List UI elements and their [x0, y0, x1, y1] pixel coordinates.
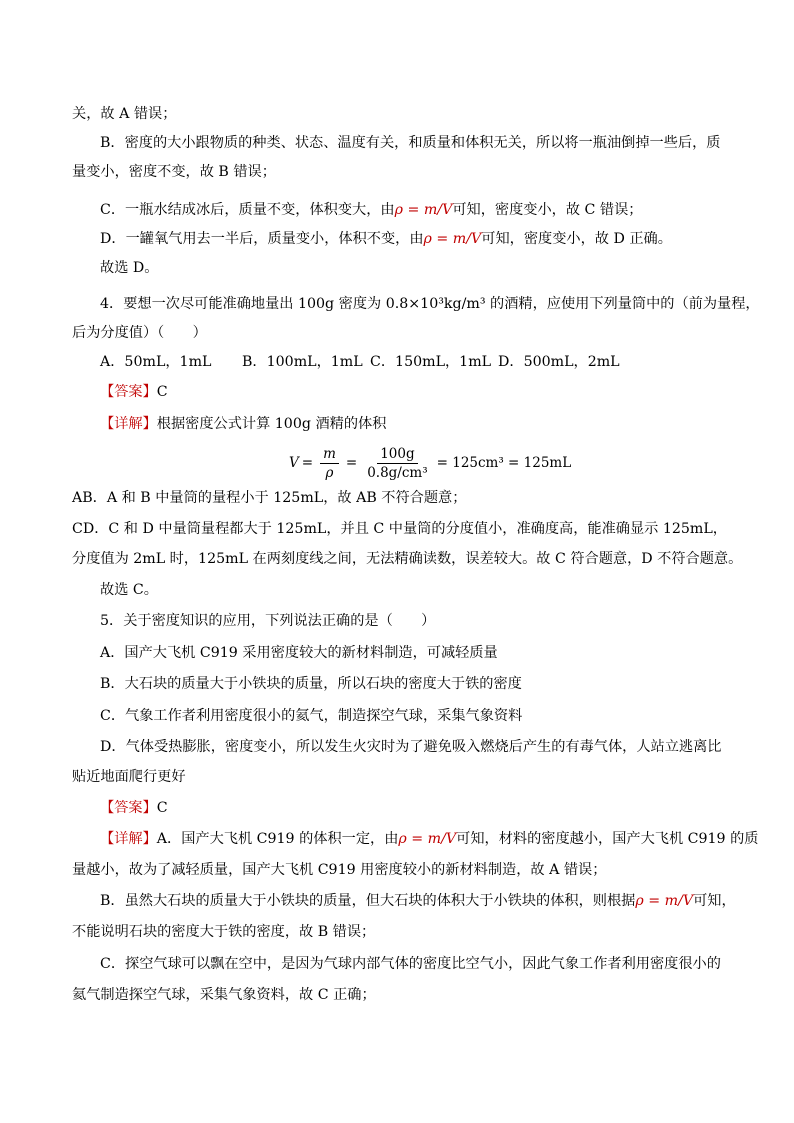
text-line [100, 229, 672, 249]
detail-text: A．国产大飞机 C919 的体积一定，由 [156, 831, 399, 847]
question-4-options [100, 352, 620, 372]
eq-sign: = [345, 455, 358, 471]
eq-lhs: V [289, 455, 299, 471]
detail-line [100, 414, 386, 434]
question-4-stem: 4．要想一次尽可能准确地量出 100g 密度为 0.8×10³kg/m³ 的酒精，应使用下列量筒中的（前为量程， [100, 296, 760, 312]
text-span: 可知，密度变小，故 C 错误； [452, 202, 643, 218]
fraction-numerator: m [320, 445, 339, 464]
text-line: 不能说明石块的密度大于铁的密度，故 B 错误； [72, 924, 376, 940]
option-c: C．气象工作者利用密度很小的氦气，制造探空气球，采集气象资料 [100, 708, 523, 724]
answer-tag: 【答案】 [100, 384, 157, 400]
option-a: A．50mL，1mL [100, 354, 212, 370]
text-span: C．一瓶水结成冰后，质量不变，体积变大，由 [100, 202, 395, 218]
option-a: A．国产大飞机 C919 采用密度较大的新材料制造，可减轻质量 [100, 645, 498, 661]
text-line: 量越小，故为了减轻质量，国产大飞机 C919 用密度较小的新材料制造，故 A 错误； [72, 862, 607, 878]
text-line: 关，故 A 错误； [72, 106, 177, 122]
option-d: D．气体受热膨胀，密度变小，所以发生火灾时为了避免吸入燃烧后产生的有毒气体，人站立逃离比 [100, 739, 722, 755]
option-d: D．500mL，2mL [498, 354, 620, 370]
density-formula: ρ = m/V [423, 231, 482, 247]
option-c: C．150mL，1mL [370, 354, 492, 370]
text-line: C．探空气球可以飘在空中，是因为气球内部气体的密度比空气小，因此气象工作者利用密度很小的 [100, 956, 721, 972]
fraction-denominator: 0.8g/cm³ [367, 464, 428, 481]
density-formula: ρ = m/V [635, 893, 694, 909]
fraction-m-over-rho [320, 445, 339, 482]
option-b: B．100mL，1mL [242, 354, 363, 370]
detail-text: 根据密度公式计算 100g 酒精的体积 [156, 416, 387, 432]
text-span: 可知，密度变小，故 D 正确。 [481, 231, 672, 247]
text-line: B．密度的大小跟物质的种类、状态、温度有关，和质量和体积无关，所以将一瓶油倒掉一些后，质 [100, 135, 721, 151]
detail-tag: 【详解】 [100, 831, 157, 847]
text-line: 氦气制造探空气球，采集气象资料，故 C 正确； [72, 987, 376, 1003]
text-line: 分度值为 2mL 时，125mL 在两刻度线之间，无法精确读数，误差较大。故 C 符合题意，D 不符合题意。 [72, 551, 743, 567]
text-line: 故选 C。 [100, 582, 158, 598]
answer-line [100, 798, 168, 818]
fraction-numerator: 100g [377, 445, 417, 464]
answer-value: C [156, 384, 168, 400]
text-line: 故选 D。 [100, 260, 159, 276]
eq-sign: = [301, 455, 314, 471]
density-formula: ρ = m/V [398, 831, 457, 847]
fraction-denominator: ρ [325, 464, 334, 481]
detail-tag: 【详解】 [100, 416, 157, 432]
option-d-cont: 贴近地面爬行更好 [72, 769, 186, 785]
answer-value: C [156, 800, 168, 816]
detail-line [100, 829, 758, 849]
text-line [100, 891, 736, 911]
text-line: 量变小，密度不变，故 B 错误； [72, 164, 276, 180]
eq-result: = 125cm³ = 125mL [436, 455, 572, 471]
volume-equation [289, 438, 571, 488]
option-b: B．大石块的质量大于小铁块的质量，所以石块的密度大于铁的密度 [100, 676, 522, 692]
fraction-values [364, 445, 430, 482]
text-span: D．一罐氧气用去一半后，质量变小，体积不变，由 [100, 231, 424, 247]
text-line: CD．C 和 D 中量筒量程都大于 125mL，并且 C 中量筒的分度值小，准确度高，能准确显示 125mL， [72, 521, 727, 537]
density-formula: ρ = m/V [394, 202, 453, 218]
text-line: AB．A 和 B 中量筒的量程小于 125mL，故 AB 不符合题意； [72, 490, 467, 506]
detail-text: 可知，材料的密度越小，国产大飞机 C919 的质 [456, 831, 759, 847]
text-span: 可知， [693, 893, 736, 909]
text-span: B．虽然大石块的质量大于小铁块的质量，但大石块的体积大于小铁块的体积，则根据 [100, 893, 636, 909]
answer-line [100, 382, 168, 402]
question-5-stem: 5．关于密度知识的应用，下列说法正确的是（ ） [100, 613, 436, 629]
question-4-stem: 后为分度值）（ ） [72, 325, 207, 341]
answer-tag: 【答案】 [100, 800, 157, 816]
text-line [100, 200, 642, 220]
